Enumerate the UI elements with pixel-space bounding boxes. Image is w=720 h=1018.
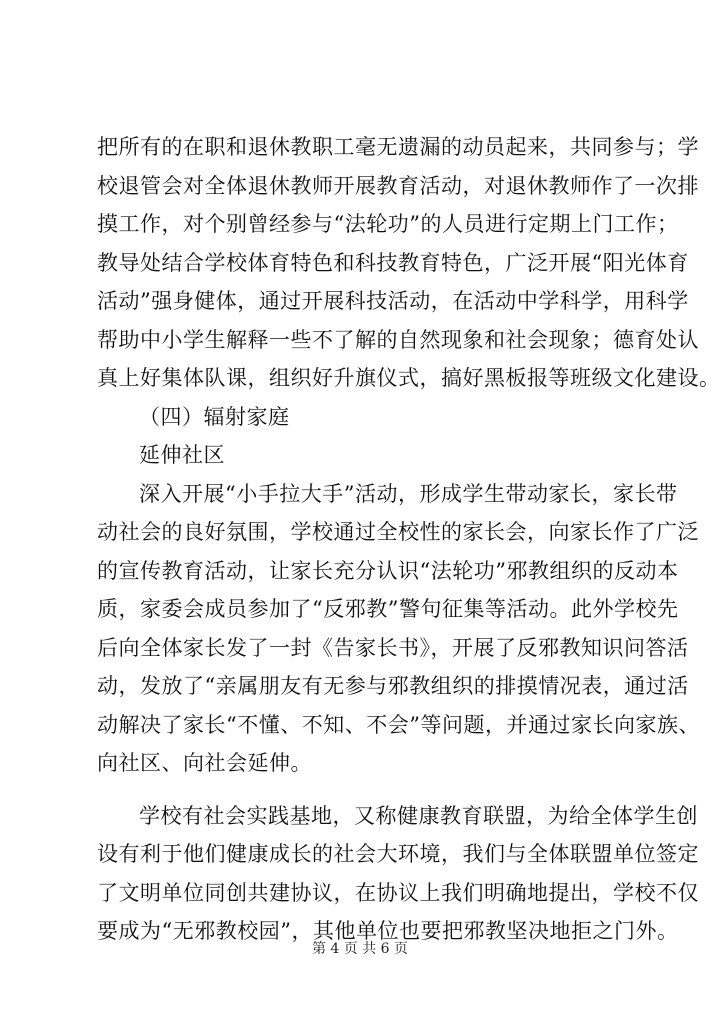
paragraph-family-outreach <box>97 475 700 783</box>
text-line: 的宣传教育活动，让家长充分认识“法轮功”邪教组织的反动本 <box>97 558 679 583</box>
text-line: 质，家委会成员参加了“反邪教”警句征集等活动。此外学校先 <box>97 597 679 621</box>
text-line: 向社区、向社会延伸。 <box>97 751 312 775</box>
text-line: 摸工作，对个别曾经参与“法轮功”的人员进行定期上门工作； <box>97 212 679 236</box>
paragraph-community-alliance <box>97 797 699 951</box>
text-line: 教导处结合学校体育特色和科技教育特色，广泛开展“阳光体育 <box>97 250 689 275</box>
text-line: 后向全体家长发了一封《告家长书》，开展了反邪教知识问答活 <box>97 635 689 660</box>
text-line: 深入开展“小手拉大手”活动，形成学生带动家长，家长带 <box>139 481 678 506</box>
section-subheading: 延伸社区 <box>139 443 225 467</box>
text-line: 真上好集体队课，组织好升旗仪式，搞好黑板报等班级文化建设。 <box>97 366 720 390</box>
section-heading: （四）辐射家庭 <box>139 404 290 429</box>
text-line: 帮助中小学生解释一些不了解的自然现象和社会现象；德育处认 <box>97 327 699 352</box>
paragraph-gap <box>97 783 637 797</box>
text-line: 活动”强身健体，通过开展科技活动，在活动中学科学，用科学 <box>97 289 689 313</box>
body-text <box>97 128 720 951</box>
text-line: 校退管会对全体退休教师开展教育活动，对退休教师作了一次排 <box>97 173 699 198</box>
text-line: 动社会的良好氛围，学校通过全校性的家长会，向家长作了广泛 <box>97 520 699 544</box>
text-line: 学校有社会实践基地，又称健康教育联盟，为给全体学生创 <box>139 803 698 828</box>
text-line: 把所有的在职和退休教职工毫无遗漏的动员起来，共同参与；学 <box>97 135 699 159</box>
page-footer: 第 4 页 共 6 页 <box>311 941 409 957</box>
text-line: 了文明单位同创共建协议，在协议上我们明确地提出，学校不仅 <box>97 880 699 905</box>
text-line: 要成为“无邪教校园”，其他单位也要把邪教坚决地拒之门外。 <box>97 919 679 943</box>
text-line: 动解决了家长“不懂、不知、不会”等问题，并通过家长向家族、 <box>97 712 700 737</box>
text-line: 设有利于他们健康成长的社会大环境，我们与全体联盟单位签定 <box>97 842 699 866</box>
text-line: 动，发放了“亲属朋友有无参与邪教组织的排摸情况表，通过活 <box>97 674 689 698</box>
paragraph-staff-mobilization <box>97 128 720 398</box>
